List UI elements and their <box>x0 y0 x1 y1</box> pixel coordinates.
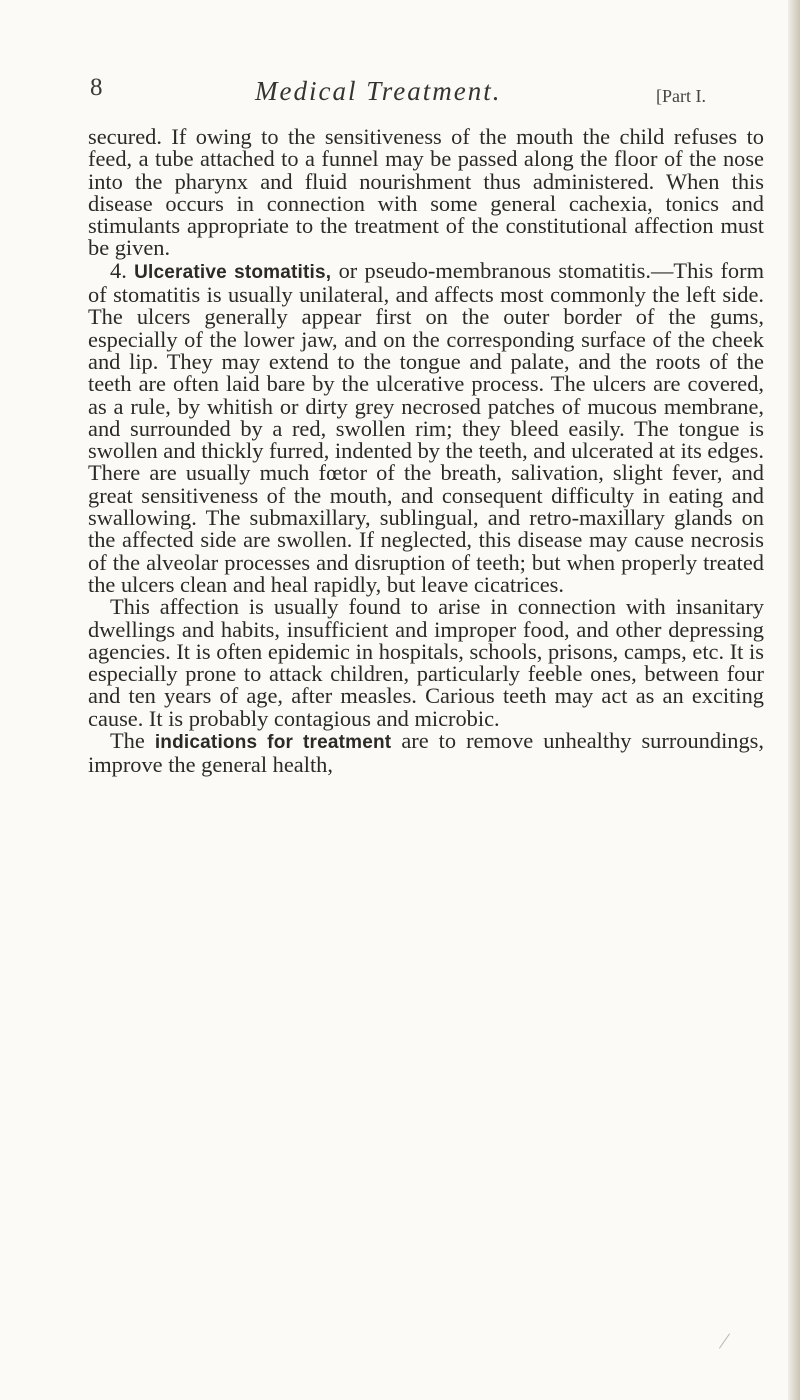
page-edge <box>788 0 800 1400</box>
pencil-mark <box>719 1333 730 1348</box>
page-number: 8 <box>90 74 103 101</box>
body-text <box>88 126 764 777</box>
paragraph-3: This affection is usually found to arise in connection with insanitary dwellings and habits, insufficient and improper food, and other depressing agencies. It is often epidemic in hospitals, schools, prisons, camps, etc. It is especially prone to attack children, particularly feeble ones, between four and ten years of age, after measles. Carious teeth may act as an exciting cause. It is probably contagious and microbic. <box>88 594 764 731</box>
part-label: [Part I. <box>656 86 706 106</box>
section-number: 4. <box>110 257 127 283</box>
paragraph-indications <box>88 730 764 777</box>
paragraph-4-text: are to remove unhealthy surroundings, improve the general health, <box>88 728 764 778</box>
paragraph-ulcerative-stomatitis <box>88 257 764 597</box>
paragraph-2-text: or pseudo-membranous stomatitis.—This form of stomatitis is usually unilateral, and affects most commonly the left side. The ulcers generally appear first on the outer border of the gums, especially of the lower jaw, and on the corresponding surface of the cheek and lip. They may extend to the tongue and palate, and the roots of the teeth are often laid bare by the ulcerative process. The ulcers are covered, as a rule, by whitish or dirty grey necrosed patches of mucous membrane, and surrounded by a red, swollen rim; they bleed easily. The tongue is swollen and thickly furred, indented by the teeth, and ulcerated at its edges. There are usually much fœtor of the breath, salivation, slight fever, and great sensitiveness of the mouth, and consequent difficulty in eating and swallowing. The submaxillary, sublingual, and retro-maxillary glands on the affected side are swollen. If neglected, this disease may cause necrosis of the alveolar processes and disruption of teeth; but when properly treated the ulcers clean and heal rapidly, but leave cicatrices. <box>88 257 764 597</box>
section-heading: Ulcerative stomatitis, <box>134 261 332 283</box>
running-head: Medical Treatment. <box>255 76 502 106</box>
paragraph-1: secured. If owing to the sensitiveness of the mouth the child refuses to feed, a tube attached to a funnel may be passed along the floor of the nose into the pharynx and fluid nourishment thus administered. When this disease occurs in connection with some general cachexia, tonics and stimulants appropriate to the treatment of the constitutional affection must be given. <box>88 124 764 261</box>
page-header <box>60 74 780 114</box>
indications-heading: indications for treatment <box>154 732 392 754</box>
paragraph-4-lead: The <box>110 728 145 754</box>
